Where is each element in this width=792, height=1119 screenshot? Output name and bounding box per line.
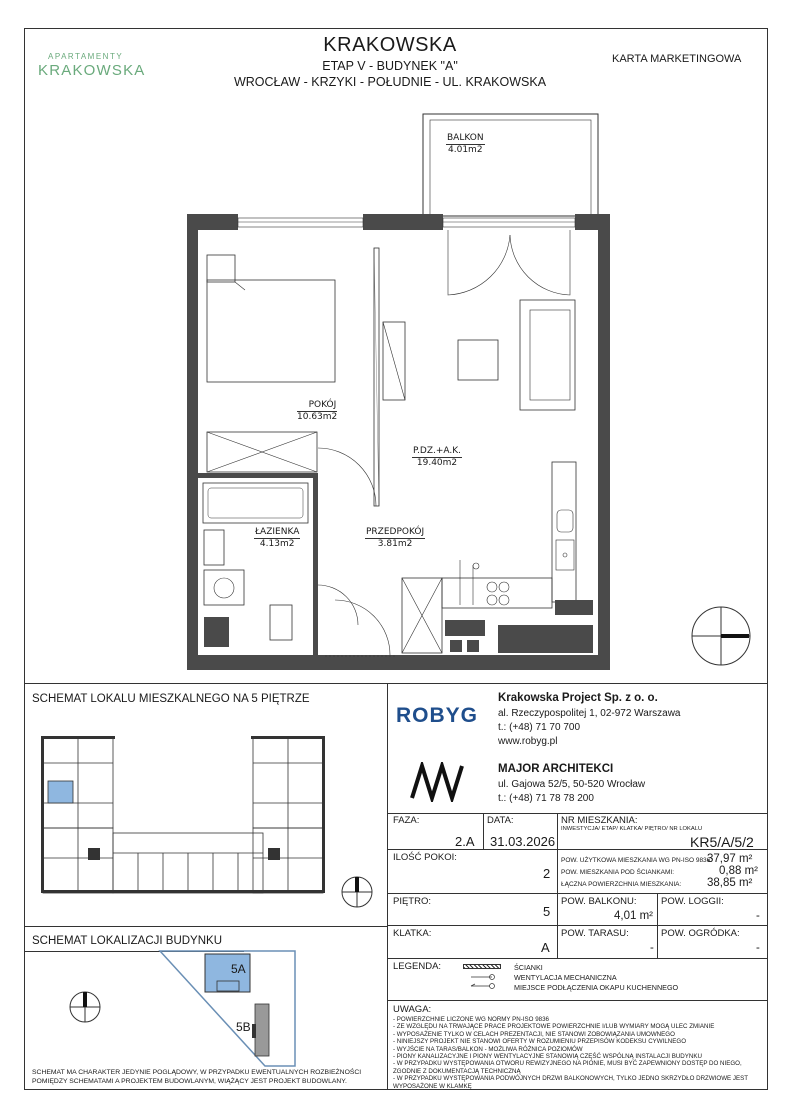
- building-north-arrow-icon: [68, 990, 102, 1024]
- shaft-right: [498, 625, 593, 653]
- building-5b-label: 5B: [236, 1020, 251, 1034]
- laczna-value: 38,85 m²: [707, 877, 753, 889]
- divider-vertical: [387, 683, 388, 1090]
- cooktop: [487, 582, 497, 592]
- divider-row3: [387, 893, 768, 894]
- loggia-value: -: [756, 910, 760, 922]
- note-item: - WYPOSAŻENIE TYLKO W CELACH PREZENTACJI, NIE STANOWI ZOBOWIĄZANIA UMOWNEGO: [393, 1030, 675, 1038]
- legend-item-hood: MIEJSCE PODŁĄCZENIA OKAPU KUCHENNEGO: [514, 983, 679, 992]
- klatka-value: A: [541, 940, 550, 955]
- bath-sink: [204, 530, 224, 565]
- divider-col-loggia: [657, 893, 658, 958]
- shaft-left: [204, 617, 229, 647]
- developer-name: Krakowska Project Sp. z o. o.: [498, 692, 658, 704]
- balcony-label: [446, 133, 485, 156]
- door-bath: [318, 585, 358, 625]
- door-swing-right: [510, 230, 570, 295]
- bath-label: [254, 527, 300, 550]
- major-architekci-logo: [410, 762, 466, 802]
- divider-right-info: [387, 813, 768, 814]
- note-item: - ZE WZGLĘDU NA TRWAJĄCE PRACE PROJEKTOWE POWIERZCHNIE I/LUB WYMIARY MOGĄ ULEC ZMIANIE: [393, 1023, 715, 1031]
- klatka-label: KLATKA:: [393, 928, 432, 939]
- bathtub: [203, 483, 308, 523]
- balcony-outline: [423, 114, 598, 216]
- architect-name: MAJOR ARCHITEKCI: [498, 763, 614, 775]
- room-label: [297, 400, 337, 423]
- schema-disclaimer: SCHEMAT MA CHARAKTER JEDYNIE POGLĄDOWY, W PRZYPADKU EWENTUALNYCH ROZBIEŻNOŚCI POMIĘDZY SCHEMATAMI A PROJEKTEM BUDOWLANYM, WIĄŻĄCY JEST PROJEKT BUDOWLANY.: [32, 1069, 362, 1085]
- brand-logo: [38, 52, 168, 88]
- uzytkowa-label: POW. UŻYTKOWA MIESZKANIA WG PN-ISO 9836:: [561, 857, 713, 864]
- notes-list: [393, 1016, 763, 1090]
- divider-row5: [387, 958, 768, 959]
- legend-hood-icon: [470, 982, 496, 990]
- hall-area: 3.81m2: [377, 539, 413, 549]
- toilet: [270, 605, 292, 640]
- data-value: 31.03.2026: [490, 834, 556, 849]
- note-item: - PIONY KANALIZACYJNE I PIONY WENTYLACYJNE STANOWIĄ CZĘŚĆ WSPÓLNĄ INSTALACJI BUDYNKU: [393, 1053, 702, 1061]
- building-5a-label: 5A: [231, 962, 246, 976]
- window-left: [238, 218, 363, 227]
- nr-label: NR MIESZKANIA:: [561, 815, 638, 826]
- developer-web[interactable]: www.robyg.pl: [498, 736, 558, 747]
- kitchen-sink: [557, 510, 573, 532]
- brand-logo-small: APARTAMENTY: [48, 52, 124, 61]
- schema-building-title: SCHEMAT LOKALIZACJI BUDYNKU: [32, 935, 223, 947]
- sofa: [520, 300, 575, 410]
- living-label: [412, 446, 462, 469]
- brand-logo-main: KRAKOWSKA: [38, 62, 146, 79]
- divider-row4: [387, 925, 768, 926]
- schema-floor-title: SCHEMAT LOKALU MIESZKALNEGO NA 5 PIĘTRZE: [32, 693, 310, 705]
- balcony-area: 4.01m2: [448, 145, 483, 155]
- floor-plan: [180, 100, 610, 675]
- living-area: 19.40m2: [416, 458, 458, 468]
- bath-name: ŁAZIENKA: [255, 527, 300, 537]
- ogrodek-value: -: [756, 942, 760, 954]
- note-item: - NINIEJSZY PROJEKT NIE STANOWI OFERTY W ROZUMIENIU PRZEPISÓW KODEKSU CYWILNEGO: [393, 1038, 687, 1046]
- note-item: - POWIERZCHNIE LICZONE WG NORMY PN-ISO 9836: [393, 1016, 549, 1023]
- architect-address: ul. Gajowa 52/5, 50-520 Wrocław: [498, 779, 646, 790]
- ogrodek-label: POW. OGRÓDKA:: [661, 928, 740, 939]
- washing-machine: [204, 570, 244, 605]
- pokoi-label: ILOŚĆ POKOI:: [393, 852, 457, 863]
- balkon-label: POW. BALKONU:: [561, 896, 637, 907]
- header-title-block: [180, 34, 600, 89]
- bath-area: 4.13m2: [259, 539, 295, 549]
- bed: [207, 280, 335, 382]
- page-title: KRAKOWSKA: [323, 34, 457, 56]
- nr-sub-label: INWESTYCJA/ ETAP/ KLATKA/ PIĘTRO/ NR LOKALU: [561, 826, 703, 832]
- nr-value: KR5/A/5/2: [690, 834, 754, 850]
- laczna-label: ŁĄCZNA POWIERZCHNIA MIESZKANIA:: [561, 881, 682, 888]
- building-5b: [255, 1004, 269, 1056]
- robyg-logo: ROBYG: [396, 704, 479, 727]
- uzytkowa-value: 37,97 m²: [707, 853, 753, 865]
- divider-row6: [387, 1000, 768, 1001]
- taras-label: POW. TARASU:: [561, 928, 629, 939]
- pokoi-value: 2: [543, 866, 551, 881]
- schema-building-plan: [155, 946, 305, 1076]
- loggia-label: POW. LOGGII:: [661, 896, 724, 907]
- note-item: - W PRZYPADKU WYSTĘPOWANIA OTWORU REWIZYJNEGO NA PIONIE, MUSI BYĆ ZAPEWNIONY DOSTĘP DO NIEGO, ZGODNIE Z DOKUMENTACJĄ TECHNICZNĄ: [393, 1060, 742, 1075]
- north-arrow-icon: [690, 605, 752, 667]
- living-name: P.DZ.+A.K.: [413, 446, 462, 456]
- room-area: 10.63m2: [297, 412, 338, 422]
- shaft-kitchen: [445, 620, 485, 636]
- dining-table: [458, 340, 498, 380]
- schema-floor-plan: [38, 733, 328, 905]
- kitchen-worktop: [442, 578, 552, 608]
- divider-col-nr: [557, 813, 558, 958]
- faza-label: FAZA:: [393, 815, 420, 826]
- legend-wall-symbol: [463, 964, 501, 969]
- balkon-value: 4,01 m²: [614, 910, 653, 922]
- schema-north-arrow-icon: [340, 875, 374, 909]
- faza-value: 2.A: [455, 834, 475, 849]
- legend-title: LEGENDA:: [393, 961, 442, 972]
- wall-bath-top: [198, 473, 318, 478]
- door-entrance: [335, 600, 390, 655]
- legend-vent-icon: [470, 973, 496, 981]
- room-name: POKÓJ: [297, 400, 337, 412]
- exterior-walls: [187, 214, 610, 670]
- door-room: [318, 448, 376, 506]
- architect-block: [498, 762, 645, 806]
- architect-phone: t.: (+48) 71 78 78 200: [498, 793, 594, 804]
- divider-left-mid: [24, 926, 387, 927]
- taras-value: -: [650, 942, 654, 954]
- door-swing-left: [448, 230, 510, 295]
- legend-item-walls: ŚCIANKI: [514, 963, 543, 972]
- developer-phone: t.: (+48) 71 70 700: [498, 722, 581, 733]
- balcony-name: BALKON: [447, 133, 484, 143]
- scianki-value: 0,88 m²: [719, 865, 758, 877]
- wall-top-middle: [363, 214, 443, 230]
- pietro-label: PIĘTRO:: [393, 896, 432, 907]
- notes-title: UWAGA:: [393, 1004, 432, 1015]
- note-item: - W PRZYPADKU WYSTĘPOWANIA PODWÓJNYCH DRZWI BALKONOWYCH, TYLKO JEDNO SKRZYDŁO DRZWIOWE JEST WYPOSAŻONE W KLAMKĘ: [393, 1075, 748, 1090]
- pietro-value: 5: [543, 904, 551, 919]
- scianki-label: POW. MIESZKANIA POD ŚCIANKAMI:: [561, 869, 675, 876]
- hall-label: [365, 527, 425, 550]
- balcony-door: [443, 218, 575, 227]
- data-label: DATA:: [487, 815, 514, 826]
- page-subtitle: ETAP V - BUDYNEK "A": [322, 59, 458, 73]
- developer-address: al. Rzeczypospolitej 1, 02-972 Warszawa: [498, 708, 681, 719]
- wall-bath-right: [313, 473, 318, 655]
- legend-item-vent: WENTYLACJA MECHANICZNA: [514, 973, 617, 982]
- note-item: - WYJŚCIE NA TARAS/BALKON - MOŻLIWA RÓŻNICA POZIOMÓW: [393, 1045, 583, 1053]
- highlighted-unit: [48, 781, 73, 803]
- card-type-label: KARTA MARKETINGOWA: [612, 53, 742, 65]
- hall-name: PRZEDPOKÓJ: [366, 527, 425, 537]
- divider-col-date: [483, 813, 484, 849]
- developer-block: [498, 691, 681, 749]
- bed-pillow: [207, 255, 235, 282]
- page-address: WROCŁAW - KRZYKI - POŁUDNIE - UL. KRAKOWSKA: [233, 75, 547, 89]
- divider-plan-bottom: [24, 683, 768, 684]
